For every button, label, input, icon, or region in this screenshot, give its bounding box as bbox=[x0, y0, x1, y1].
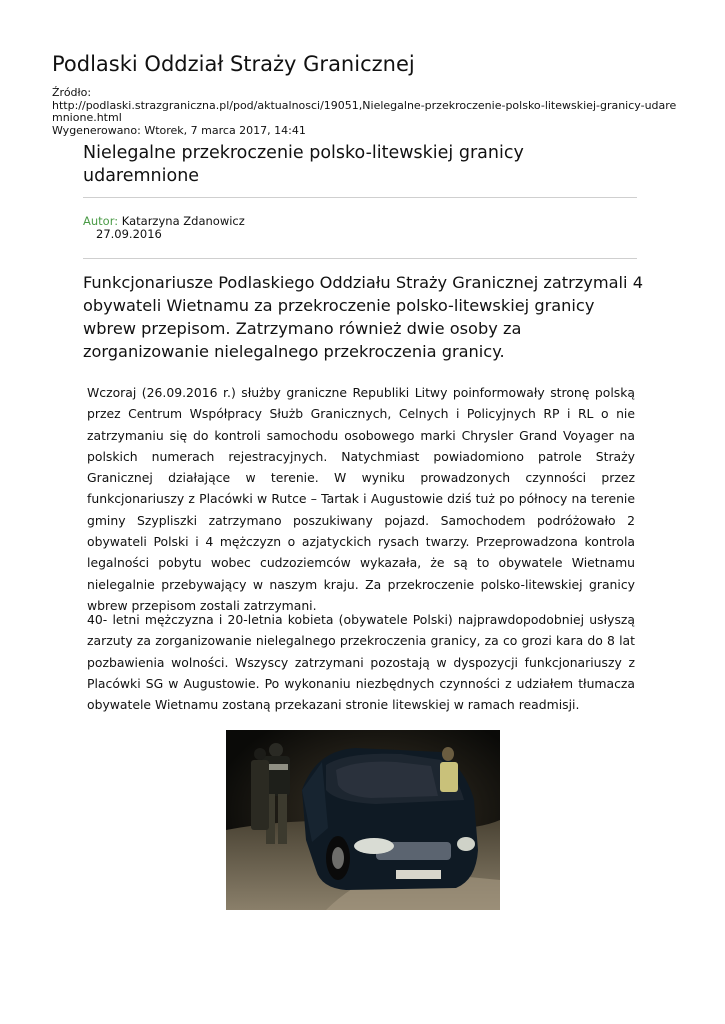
site-title: Podlaski Oddział Straży Granicznej bbox=[52, 52, 415, 76]
article-photo bbox=[226, 730, 500, 910]
publish-date: 27.09.2016 bbox=[96, 227, 162, 241]
photo-night-scene-car-and-officers bbox=[226, 730, 500, 910]
source-url[interactable]: http://podlaski.strazgraniczna.pl/pod/aktualnosci/19051,Nielegalne-przekroczenie-polsko-litewskiej-granicy-udaremnione.html bbox=[52, 98, 677, 124]
divider-bottom bbox=[83, 258, 637, 259]
article-lead: Funkcjonariusze Podlaskiego Oddziału Straży Granicznej zatrzymali 4 obywateli Wietnamu za przekroczenie polsko-litewskiej granicy wbrew przepisom. Zatrzymano również dwie osoby za zorganizowanie nielegalnego przekroczenia granicy. bbox=[83, 273, 644, 361]
author-label: Autor: bbox=[83, 214, 119, 228]
divider-top bbox=[83, 197, 637, 198]
source-label: Źródło: bbox=[52, 86, 92, 99]
article-paragraph-1: Wczoraj (26.09.2016 r.) służby graniczne Republiki Litwy poinformowały stronę polską przez Centrum Współpracy Służb Granicznych, Celnych i Policyjnych RP i RL o nie zatrzymaniu się do kontroli samochodu osobowego marki Chrysler Grand Voyager na polskich numerach rejestracyjnych. Natychmiast powiadomiono patrole Straży Granicznej działające w terenie. W wyniku prowadzonych czynności przez funkcjonariuszy z Placówki w Rutce – Tartak i Augustowie dziś tuż po północy na terenie gminy Szypliszki zatrzymano poszukiwany pojazd. Samochodem podróżowało 2 obywateli Polski i 4 mężczyzn o azjatyckich rysach twarzy. Przeprowadzona kontrola legalności pobytu wobec cudzoziemców wykazała, że są to obywatele Wietnamu nielegalnie przebywający w naszym kraju. Za przekroczenie polsko-litewskiej granicy wbrew przepisom zostali zatrzymani. bbox=[87, 385, 635, 613]
generated-date: Wygenerowano: Wtorek, 7 marca 2017, 14:41 bbox=[52, 123, 306, 137]
article-title: Nielegalne przekroczenie polsko-litewskiej granicy udaremnione bbox=[83, 143, 524, 186]
source-meta bbox=[52, 87, 677, 137]
author-name: Katarzyna Zdanowicz bbox=[121, 214, 245, 228]
article-paragraph-2: 40- letni mężczyzna i 20-letnia kobieta (obywatele Polski) najprawdopodobniej usłyszą zarzuty za zorganizowanie nielegalnego przekroczenia granicy, za co grozi kara do 8 lat pozbawienia wolności. Wszyscy zatrzymani pozostają w dyspozycji funkcjonariuszy z Placówki SG w Augustowie. Po wykonaniu niezbędnych czynności z udziałem tłumacza obywatele Wietnamu zostaną przekazani stronie litewskiej w ramach readmisji. bbox=[87, 612, 635, 713]
